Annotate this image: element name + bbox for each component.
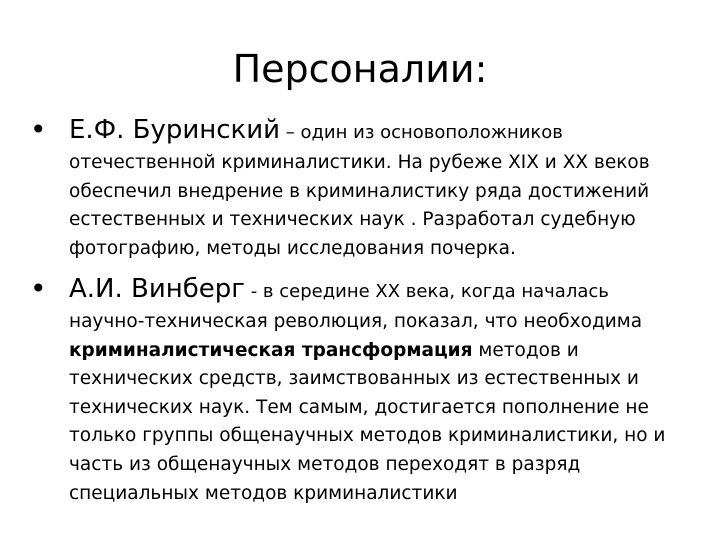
body-text: методов и	[472, 339, 579, 361]
emphasis-text: криминалистическая трансформация	[69, 339, 473, 361]
slide-title: Персоналии:	[232, 47, 488, 91]
body-line: технических наук. Тем самым, достигается пополнение не	[69, 396, 649, 418]
bullet-lead-text: - в середине XX века, когда началась	[244, 281, 609, 302]
bullet-heading	[69, 111, 563, 152]
person-name: Е.Ф. Буринский	[69, 115, 281, 145]
body-line: научно-техническая революция, показал, что необходима	[69, 311, 643, 332]
bullet-marker: •	[30, 272, 47, 305]
body-line: естественных и технических наук . Разработал судебную	[69, 209, 636, 230]
body-line: специальных методов криминалистики	[69, 482, 458, 504]
bullet-lead-text: – один из основоположников	[280, 122, 563, 143]
body-line: технических средств, заимствованных из естественных и	[69, 368, 639, 390]
person-name: А.И. Винберг	[69, 274, 245, 304]
body-line-with-emphasis	[69, 337, 709, 366]
body-line: отечественной криминалистики. На рубеже XIX и XX веков	[69, 152, 650, 173]
body-line: обеспечил внедрение в криминалистику ряда достижений	[69, 180, 650, 202]
bullet-body	[69, 149, 709, 263]
body-line: только группы общенаучных методов криминалистики, но и	[69, 425, 666, 447]
body-line: фотографию, методы исследования почерка.	[69, 237, 516, 259]
bullet-heading	[69, 270, 609, 311]
body-line: часть из общенаучных методов переходят в разряд	[69, 453, 581, 475]
bullet-marker: •	[30, 113, 47, 146]
bullet-body	[69, 308, 709, 508]
